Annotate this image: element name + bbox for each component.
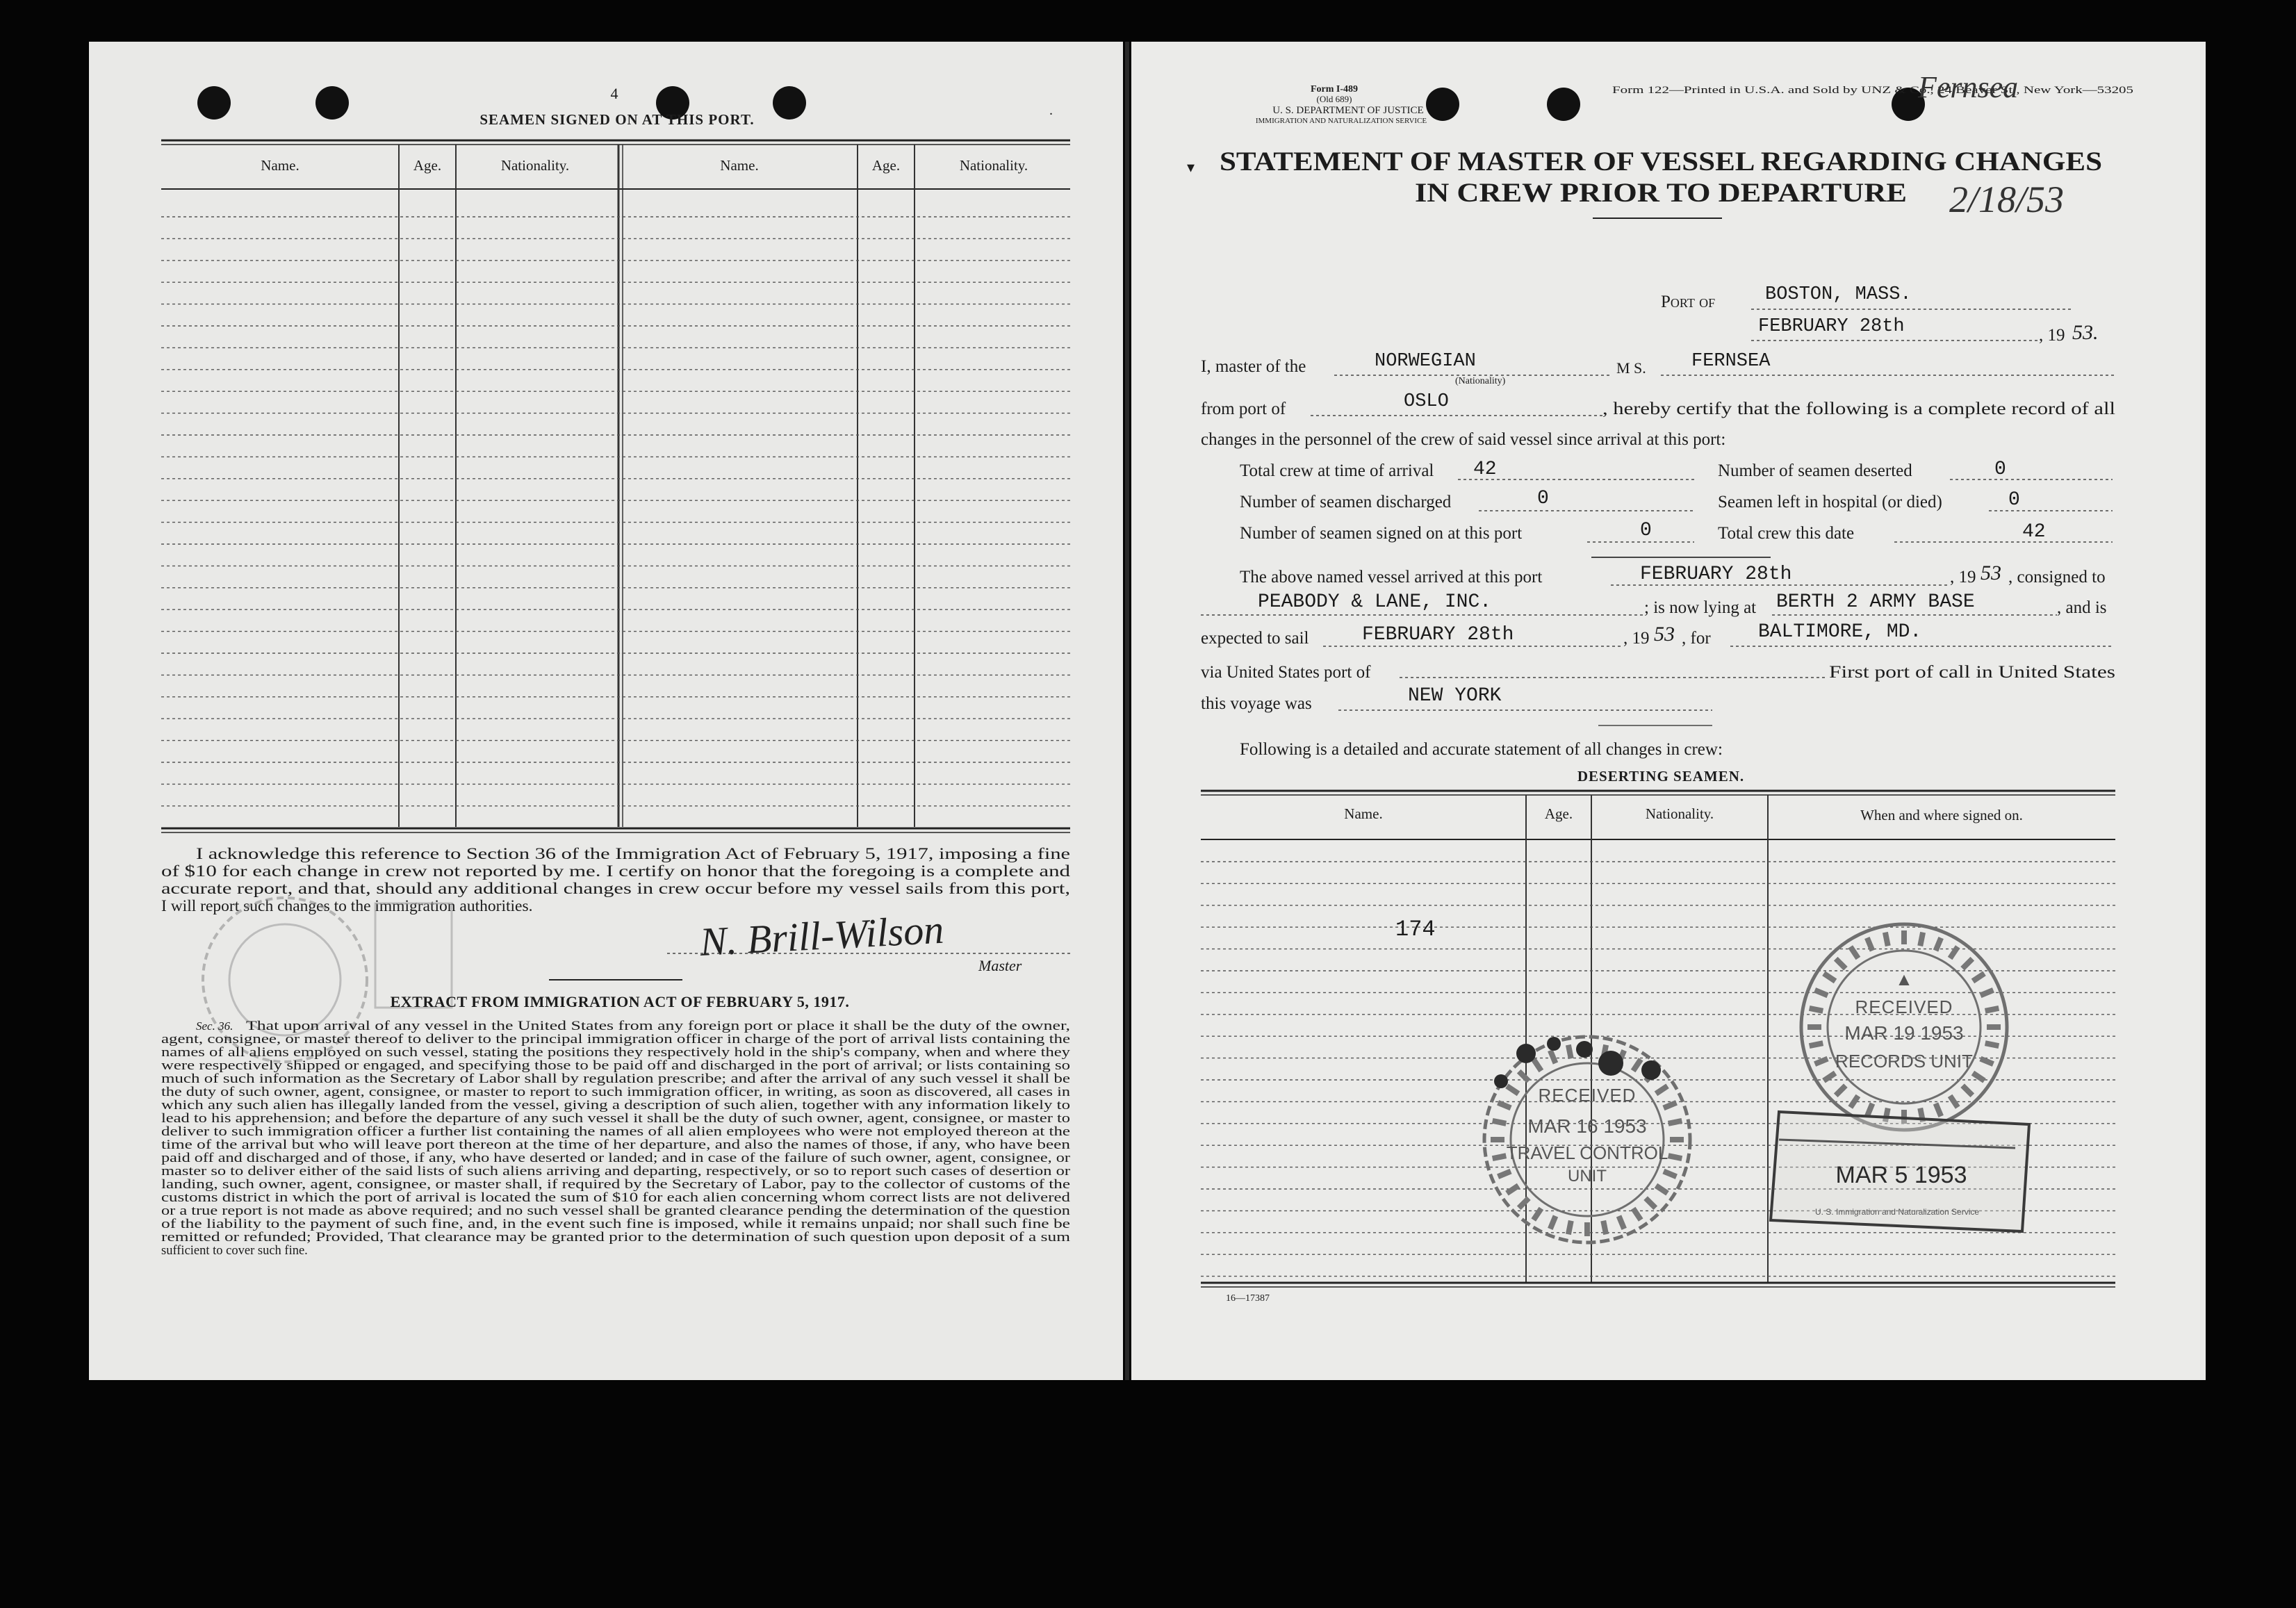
first-port-label: First port of call in United States	[1829, 663, 2115, 682]
master-of-the-label: I, master of the	[1201, 357, 1306, 376]
arrived-value: FEBRUARY 28th	[1640, 564, 1792, 585]
vessel-name: FERNSEA	[1691, 351, 1771, 372]
svg-text:MAR 5 1953: MAR 5 1953	[1835, 1162, 1967, 1188]
extract-text	[161, 1019, 1071, 1258]
svg-text:Sec. 36.: Sec. 36.	[196, 1019, 233, 1033]
form-title-line2: IN CREW PRIOR TO DEPARTURE	[1415, 178, 1907, 208]
master-signature: N. Brill-Wilson	[698, 906, 945, 965]
certify-text: , hereby certify that the following is a complete record of all	[1602, 400, 2116, 418]
stamp-tick	[1670, 1137, 1684, 1142]
svg-text:IMMIGRATION AND NATURALIZATION: IMMIGRATION AND NATURALIZATION SERVICE	[1255, 117, 1427, 125]
column-header-name-1: Name.	[261, 157, 300, 174]
column-header-nationality-1: Nationality.	[500, 157, 570, 174]
svg-text:lead to his apprehension; and: lead to his apprehension; and before the departure of any such vessel it shall be the duty of such owner, agent, consignee, or master to	[161, 1112, 1070, 1126]
consignee-value: PEABODY & LANE, INC.	[1258, 591, 1492, 613]
svg-text:agent, consignee, or master th: agent, consignee, or master thereof to deliver to the principal immigration officer in charge of the port of arrival lists containing the	[161, 1033, 1070, 1047]
stamp-tick	[1584, 1222, 1590, 1236]
svg-text:U. S. DEPARTMENT OF JUSTICE: U. S. DEPARTMENT OF JUSTICE	[1272, 105, 1424, 116]
box-date-stamp	[1771, 1112, 2029, 1231]
svg-text:Number of seamen discharged: Number of seamen discharged	[1240, 493, 1452, 511]
via-label: via United States port of	[1201, 663, 1371, 682]
svg-text:MAR 16 1953: MAR 16 1953	[1527, 1115, 1647, 1137]
svg-text:MAR 19 1953: MAR 19 1953	[1844, 1022, 1964, 1044]
sail-value: FEBRUARY 28th	[1362, 624, 1514, 646]
stamp-tick	[1901, 930, 1907, 944]
deserting-heading: DESERTING SEAMEN.	[1577, 768, 1745, 785]
svg-text:42: 42	[2022, 521, 2046, 543]
destination-value: BALTIMORE, MD.	[1758, 621, 1922, 643]
form-title-line1: STATEMENT OF MASTER OF VESSEL REGARDING CHANGES	[1220, 147, 2102, 177]
svg-text:That upon arrival of any vesse: That upon arrival of any vessel in the United States from any foreign port or place it shall be the duty of the owner,	[246, 1019, 1070, 1033]
column-header-name: Name.	[1344, 805, 1383, 822]
handwritten-vessel-name: Fernsea	[1918, 70, 2019, 104]
svg-text:RECEIVED: RECEIVED	[1538, 1085, 1637, 1106]
column-header-when-where: When and where signed on.	[1860, 807, 2023, 823]
svg-text:0: 0	[2008, 489, 2020, 511]
svg-text:which any such alien has illeg: which any such alien has illegally landed from the vessel, giving a description of such alien, together with any information likely to	[161, 1099, 1070, 1113]
svg-text:master so to deliver either of: master so to deliver either of the said lists of such aliens arriving and departing, respectively, or so to report such cases of desertion or	[161, 1165, 1070, 1179]
svg-text:the duty of such owner, agent,: the duty of such owner, agent, consignee, or master to report to such immigration officer, in writing, as soon as discovered, all cases in	[161, 1085, 1070, 1099]
nationality-caption: (Nationality)	[1455, 376, 1506, 386]
nationality-value: NORWEGIAN	[1375, 351, 1476, 372]
svg-text:UNIT: UNIT	[1568, 1167, 1607, 1186]
column-header-age-2: Age.	[871, 157, 901, 174]
sail-year: 53	[1654, 623, 1675, 646]
svg-text:accurate report, and that, sho: accurate report, and that, should any additional changes in crew occur before my vessel sails from this port,	[161, 880, 1070, 898]
handwritten-date: 2/18/53	[1949, 179, 2065, 220]
svg-text:Total crew at time of arrival: Total crew at time of arrival	[1240, 461, 1434, 480]
lying-value: BERTH 2 ARMY BASE	[1776, 591, 1975, 613]
svg-text:0: 0	[1537, 488, 1549, 509]
svg-text:paid off and discharged and of: paid off and discharged and of those, if any, who have deserted or landed; and in case of the failure of such owner, agent, consignee, or	[161, 1151, 1070, 1165]
date-value: FEBRUARY 28th	[1758, 316, 1905, 337]
svg-text:I will report such changes to: I will report such changes to the immigration authorities.	[161, 897, 533, 915]
arrived-year-prefix: , 19	[1950, 568, 1976, 586]
for-label: , for	[1682, 629, 1711, 648]
sail-year-prefix: , 19	[1623, 629, 1650, 648]
column-header-nationality: Nationality.	[1645, 805, 1714, 822]
svg-text:(Old 689): (Old 689)	[1316, 94, 1352, 104]
arrived-year: 53	[1981, 561, 2001, 584]
changes-text: changes in the personnel of the crew of said vessel since arrival at this port:	[1201, 430, 1726, 449]
expected-label: expected to sail	[1201, 629, 1309, 648]
form-header-right: Form 122—Printed in U.S.A. and Sold by UNZ & Co., 24 Beaver St., New York—53205	[1612, 85, 2133, 96]
lying-label: ; is now lying at	[1644, 598, 1757, 617]
svg-text:Seamen left in hospital (or di: Seamen left in hospital (or died)	[1718, 493, 1942, 511]
svg-text:sufficient to cover such fine.: sufficient to cover such fine.	[161, 1244, 308, 1258]
svg-text:Number of seamen signed on at: Number of seamen signed on at this port	[1240, 524, 1523, 543]
page-number: 4	[610, 85, 618, 102]
port-value: BOSTON, MASS.	[1765, 284, 1912, 305]
svg-text:much of such information as th: much of such information as the Secretary of Labor shall by regulation prescribe; and after the arrival of any such vessel it shall be	[161, 1072, 1070, 1086]
stamp-tick	[1807, 1024, 1821, 1030]
svg-text:were respectively shipped or e: were respectively shipped or engaged, and specifying those to be paid off and discharged in the port of arrival; or lists containing so	[161, 1059, 1070, 1073]
stamp-tick	[1987, 1024, 2001, 1030]
svg-text:Number of seamen deserted: Number of seamen deserted	[1718, 461, 1912, 480]
svg-text:42: 42	[1473, 459, 1497, 480]
svg-text:I acknowledge this reference t: I acknowledge this reference to Section 36 of the Immigration Act of February 5, 1917, imposing a fine	[196, 845, 1070, 863]
svg-text:of $10 for each change in crew: of $10 for each change in crew not reported by me. I certify on honor that the foregoing is a complete and	[161, 862, 1071, 880]
year-prefix: , 19	[2039, 326, 2065, 345]
svg-text:of the liability to the paymen: of the liability to the payment of such fine, and, in the event such fine is imposed, while it remains unpaid; nor shall such fine be	[161, 1217, 1070, 1231]
consigned-label: , consigned to	[2008, 568, 2106, 586]
svg-text:or a true report is not made a: or a true report is not made as above required; and no such vessel shall be granted clearance pending the determination of the question	[161, 1204, 1070, 1218]
column-header-name-2: Name.	[720, 157, 759, 174]
column-header-nationality-2: Nationality.	[959, 157, 1028, 174]
master-label: Master	[978, 957, 1022, 974]
form-number: 16—17387	[1226, 1293, 1270, 1304]
svg-text:remitted or refunded; Provided: remitted or refunded; Provided, That clearance may be granted prior to the determination of such question upon deposit of a sum	[161, 1231, 1071, 1245]
svg-text:RECEIVED: RECEIVED	[1855, 996, 1953, 1017]
from-port-value: OSLO	[1404, 391, 1449, 412]
from-port-label: from port of	[1201, 400, 1286, 418]
year-value: 53.	[2072, 321, 2099, 344]
following-text: Following is a detailed and accurate statement of all changes in crew:	[1240, 740, 1723, 759]
stamp-tick	[1491, 1137, 1504, 1142]
voyage-label: this voyage was	[1201, 694, 1312, 713]
svg-text:U. S. Immigration and Naturali: U. S. Immigration and Naturalization Service	[1814, 1207, 1980, 1217]
svg-text:RECORDS UNIT: RECORDS UNIT	[1835, 1051, 1973, 1072]
arrived-label: The above named vessel arrived at this port	[1240, 568, 1543, 586]
svg-text:▲: ▲	[1895, 969, 1913, 990]
extract-title: EXTRACT FROM IMMIGRATION ACT OF FEBRUARY 5, 1917.	[390, 993, 850, 1010]
svg-text:deliver to such immigration of: deliver to such immigration officer a further list containing the names of all alien employees who were not employed thereon at the	[161, 1125, 1070, 1139]
svg-text:Total crew this date: Total crew this date	[1718, 524, 1855, 543]
vessel-type: M S.	[1616, 359, 1646, 377]
svg-text:▾: ▾	[1187, 158, 1195, 176]
svg-text:.: .	[1049, 103, 1053, 118]
port-label: Port of	[1661, 293, 1716, 311]
column-header-age-1: Age.	[413, 157, 442, 174]
svg-text:landing, such owner, agent, co: landing, such owner, agent, consignee, or master shall, if required by the Secretary of Labor, pay to the collector of customs of the	[161, 1178, 1070, 1192]
svg-text:0: 0	[1640, 520, 1652, 541]
and-is-label: , and is	[2057, 598, 2107, 617]
svg-text:Form I-489: Form I-489	[1310, 84, 1359, 95]
column-header-age: Age.	[1544, 805, 1573, 822]
svg-text:customs district in which the: customs district in which the port of arrival is located the sum of $10 for each alien concerning whom correct lists are not delivered	[161, 1191, 1071, 1205]
svg-text:names of all aliens employed o: names of all aliens employed on such vessel, stating the positions they respectively hold in the ship's company, when and where they	[161, 1046, 1071, 1060]
svg-text:TRAVEL CONTROL: TRAVEL CONTROL	[1506, 1142, 1668, 1163]
svg-text:time of the arrival but who wi: time of the arrival but who will leave port thereon at the time of her departure, and also the names of those, if any, who have been	[161, 1138, 1070, 1152]
voyage-value: NEW YORK	[1408, 685, 1502, 707]
left-page-heading: SEAMEN SIGNED ON AT THIS PORT.	[479, 111, 755, 128]
svg-text:0: 0	[1994, 459, 2006, 480]
entry-number: 174	[1395, 917, 1436, 942]
